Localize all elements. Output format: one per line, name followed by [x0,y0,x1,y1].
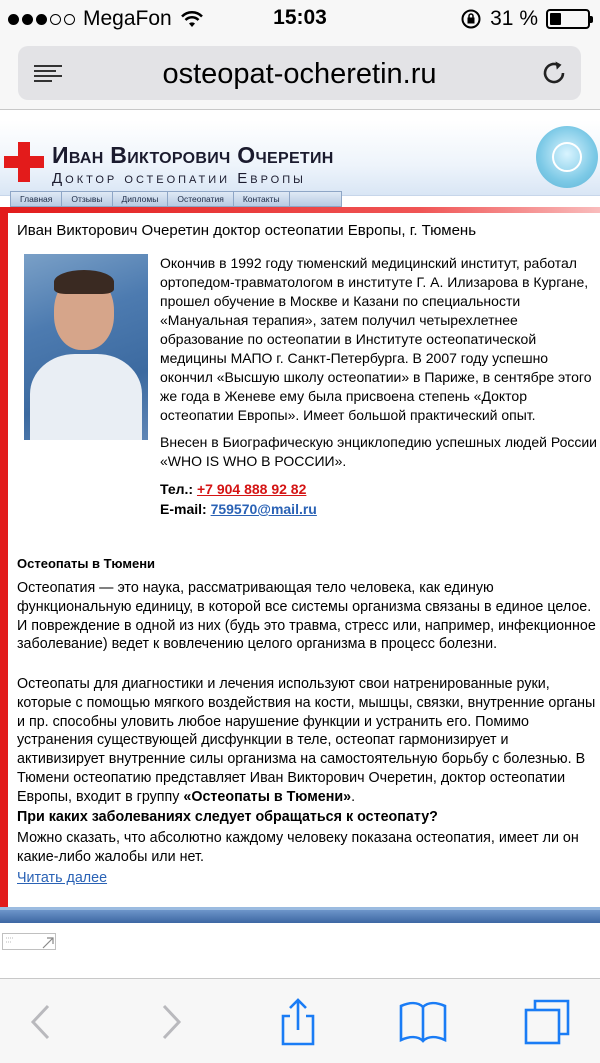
page-title: Иван Викторович Очеретин доктор остеопатии Европы, г. Тюмень [17,222,477,239]
bio-paragraph: Окончив в 1992 году тюменский медицинский институт, работал ортопедом-травматологом в институте Г. А. Илизарова в Кургане, прошел обучение в Москве и Казани по специальности «Мануальная терапия», затем получил четырехлетнее образование по остеопатии в Институте остеопатической медицины МАПО г. Санкт-Петербурга. В 2007 году успешно окончил «Высшую школу остеопатии» в Париже, в сентябре этого же года в Женеве ему была присвоена степень «Доктор остеопатии Европы». Имеет большой практический опыт. [160,255,592,423]
tabs-icon[interactable] [522,997,572,1047]
back-icon[interactable] [16,997,66,1047]
left-red-stripe [0,207,8,907]
contacts [160,479,600,519]
browser-toolbar [0,978,600,1063]
site-header [0,120,600,196]
phone-link[interactable]: +7 904 888 92 82 [196,481,307,497]
broken-image-icon [2,933,56,950]
yin-yang-logo-icon [536,126,598,188]
bookmarks-icon[interactable] [398,997,448,1047]
paragraph-answer: Можно сказать, что абсолютно каждому человеку показана остеопатия, имеет ли он какие-либо жалобы или нет. [17,830,579,865]
header-divider [0,207,600,213]
email-label: E-mail: [160,501,207,517]
group-name: «Остеопаты в Тюмени» [183,788,352,805]
red-cross-logo [4,142,44,182]
read-more-link[interactable]: Читать далее [17,870,108,886]
main-nav [10,191,342,207]
bio-block [160,254,600,519]
address-bar[interactable] [18,46,581,100]
email-link[interactable]: 759570@mail.ru [210,501,317,517]
paragraph-osteopaths: Остеопаты для диагностики и лечения используют свои натренированные руки, которые с помощью мягкого воздействия на кости, мышцы, связки, внутренние органы и пр. способны уловить любое нарушение функции и устранить его. Помимо устранения существующей дисфункции в теле, остеопат гармонизирует и активизирует внутренние силы организма на самостоятельную борьбу с болезнью. В Тюмени остеопатию представляет Иван Викторович Очеретин, доктор остеопатии Европы, входит в группу «Остеопаты в Тюмени». [17,676,596,805]
question-heading: При каких заболеваниях следует обращаться к остеопату? [17,809,438,825]
share-icon[interactable] [273,997,323,1047]
section-title: Остеопаты в Тюмени [17,556,156,571]
carrier-name: MegaFon [83,7,172,30]
main-content [17,222,600,886]
nav-contacts[interactable]: Контакты [234,192,290,206]
browser-address-area [0,38,600,110]
forward-icon[interactable] [146,997,196,1047]
phone-label: Тел.: [160,481,194,497]
nav-reviews[interactable]: Отзывы [62,192,112,206]
clock: 15:03 [273,6,327,29]
doctor-photo [24,254,148,440]
status-bar [0,0,600,38]
bio-paragraph-registry: Внесен в Биографическую энциклопедию успешных людей России «WHO IS WHO В РОССИИ». [160,434,598,469]
orientation-lock-icon [460,8,482,30]
site-subtitle: Доктор остеопатии Европы [52,170,306,187]
battery-icon [546,9,590,29]
nav-diplomas[interactable]: Дипломы [113,192,169,206]
web-page [0,110,600,930]
reload-icon[interactable] [539,58,569,88]
nav-osteopathy[interactable]: Остеопатия [168,192,234,206]
site-footer-bar [0,907,600,923]
paragraph-osteopathy: Остеопатия — это наука, рассматривающая тело человека, как единую функциональную единицу, в которой все системы организма связаны в единое целое. И повреждение в одной из них (будь это травма, стресс или, например, инфекционное заболевание) ведет к вовлечению целого организма в процесс болезни. [17,580,596,653]
nav-home[interactable]: Главная [11,192,62,206]
battery-percent: 31 % [490,7,538,30]
site-name: Иван Викторович Очеретин [52,142,334,168]
url-text[interactable]: osteopat-ocheretin.ru [162,58,437,90]
